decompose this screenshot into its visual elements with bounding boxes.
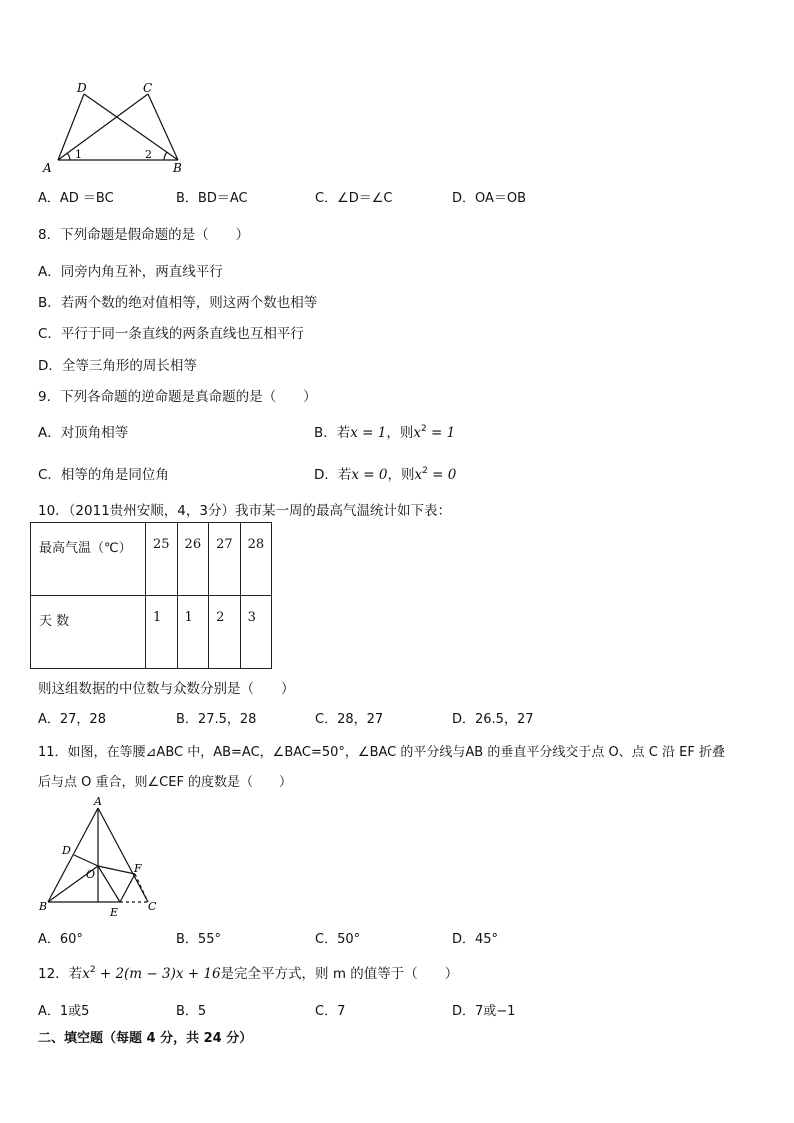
q7-option-d: D．OA＝OB (452, 191, 527, 206)
q9-b-mid: ，则 (386, 425, 414, 441)
q8-option-d: D．全等三角形的周长相等 (38, 358, 197, 374)
fig7-label-a: A (43, 161, 52, 175)
table-cell: 27 (209, 523, 241, 596)
table-row (31, 596, 272, 669)
section-title-fill-blank: 二、填空题（每题 4 分，共 24 分） (38, 1031, 253, 1046)
fig7-label-d: D (77, 82, 87, 95)
q11-option-b: B．55° (176, 932, 221, 947)
q12-math-a: x (82, 966, 90, 982)
table-cell: 2 (209, 596, 241, 669)
q12-prefix: 12．若 (38, 966, 83, 982)
q9-stem: 9．下列各命题的逆命题是真命题的是（ ） (38, 389, 317, 405)
q10-stem: 10．（2011贵州安顺，4，3分）我市某一周的最高气温统计如下表： (38, 503, 451, 519)
table-row (31, 523, 272, 596)
q9-b-math2b: = 1 (426, 425, 456, 441)
q12-stem (38, 962, 458, 982)
q9-b-sup: 2 (421, 424, 427, 434)
q7-option-b: B．BD＝AC (176, 191, 248, 206)
temperature-table (30, 522, 272, 669)
table-row2-header: 天 数 (31, 596, 146, 669)
q9-d-math2b: = 0 (427, 467, 457, 483)
q11-line2: 后与点 O 重合，则∠CEF 的度数是（ ） (38, 775, 293, 790)
fig7-label-2: 2 (145, 148, 152, 161)
q12-math-sup: 2 (89, 965, 96, 975)
q9-d-sup: 2 (422, 466, 428, 476)
fig11-label-c: C (148, 900, 157, 913)
q10-option-a: A．27，28 (38, 712, 106, 727)
q9-d-prefix: D．若 (314, 467, 352, 483)
fig11-label-a: A (94, 795, 102, 808)
q12-suffix: 是完全平方式，则 m 的值等于（ ） (220, 966, 459, 982)
fig7-label-b: B (173, 161, 182, 175)
q12-option-d: D．7或−1 (452, 1004, 516, 1019)
fig11-label-b: B (39, 900, 48, 913)
q7-option-c: C．∠D＝∠C (315, 191, 393, 206)
q11-option-c: C．50° (315, 932, 361, 947)
q12-option-b: B．5 (176, 1004, 207, 1019)
q9-d-math1: x = 0 (351, 467, 388, 483)
table-row1-header: 最高气温（℃） (31, 523, 146, 596)
fig7-label-1: 1 (75, 148, 82, 161)
q7-option-a: A．AD ＝BC (38, 191, 114, 206)
q11-option-a: A．60° (38, 932, 83, 947)
q11-line1: 11．如图，在等腰⊿ABC 中，AB=AC，∠BAC=50°，∠BAC 的平分线与AB 的垂直平分线交于点 O、点 C 沿 EF 折叠 (38, 745, 725, 760)
q9-d-mid: ，则 (387, 467, 415, 483)
q10-question: 则这组数据的中位数与众数分别是（ ） (38, 681, 295, 697)
table-cell: 1 (146, 596, 178, 669)
fig11-label-e: E (110, 906, 119, 918)
table-cell: 25 (146, 523, 178, 596)
table-cell: 3 (240, 596, 272, 669)
q8-option-c: C．平行于同一条直线的两条直线也互相平行 (38, 326, 304, 342)
q9-option-a: A．对顶角相等 (38, 425, 129, 441)
table-cell: 28 (240, 523, 272, 596)
fig11-label-d: D (62, 844, 71, 857)
q10-option-c: C．28，27 (315, 712, 384, 727)
q9-option-c: C．相等的角是同位角 (38, 467, 169, 483)
fig11-label-o: O (86, 868, 96, 881)
q11-option-d: D．45° (452, 932, 499, 947)
q9-b-math1: x = 1 (350, 425, 387, 441)
q9-option-b (314, 421, 455, 441)
figure-q11-triangle (34, 794, 164, 918)
q9-option-d (314, 463, 456, 483)
q9-b-prefix: B．若 (314, 425, 351, 441)
q12-option-c: C．7 (315, 1004, 346, 1019)
q12-option-a: A．1或5 (38, 1004, 90, 1019)
q9-d-math2a: x (414, 467, 423, 483)
q10-option-d: D．26.5，27 (452, 712, 534, 727)
table-cell: 26 (177, 523, 209, 596)
q10-option-b: B．27.5，28 (176, 712, 257, 727)
fig7-label-c: C (143, 82, 153, 95)
q12-math-b: + 2(m − 3)x + 16 (95, 966, 221, 982)
table-cell: 1 (177, 596, 209, 669)
fig11-label-f: F (134, 862, 142, 875)
q8-option-b: B．若两个数的绝对值相等，则这两个数也相等 (38, 295, 318, 311)
q9-b-math2a: x (413, 425, 421, 441)
q8-stem: 8．下列命题是假命题的是（ ） (38, 227, 250, 243)
q8-option-a: A．同旁内角互补，两直线平行 (38, 264, 223, 280)
figure-q7-triangles (40, 82, 190, 177)
